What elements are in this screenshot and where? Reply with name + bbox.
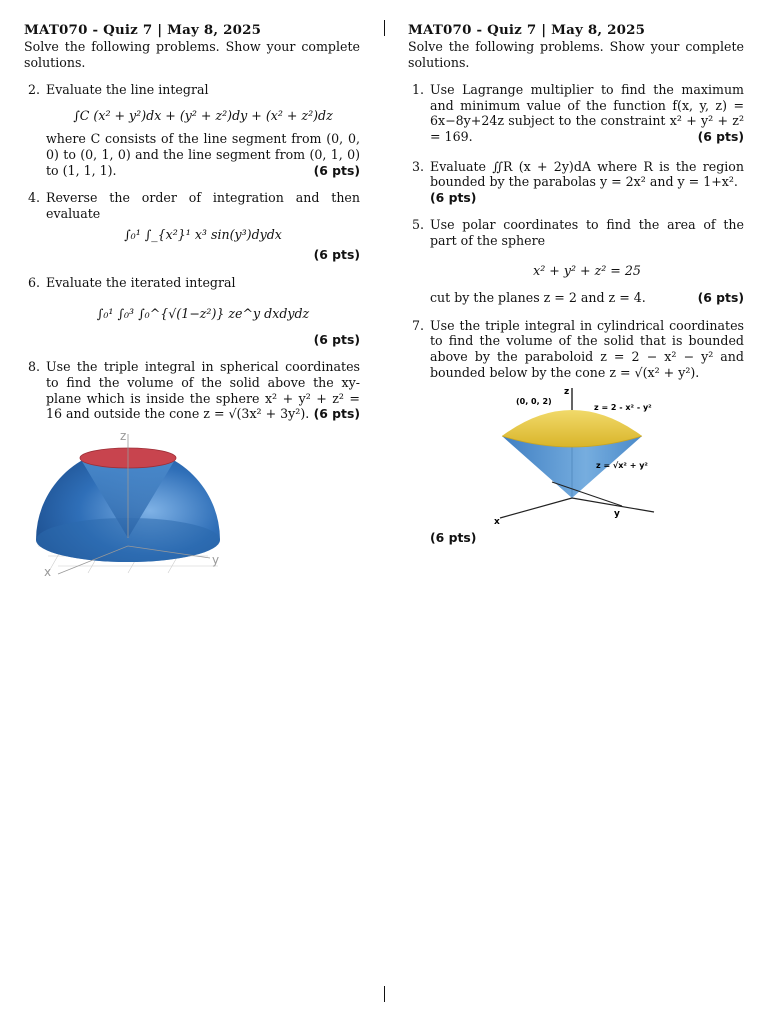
points-label: (6 pts)	[697, 290, 744, 306]
column-separator-top	[384, 20, 385, 36]
problem-4	[24, 190, 360, 262]
right-column	[408, 22, 744, 546]
paraboloid-label: z = 2 - x² - y²	[594, 403, 652, 413]
problem-7	[408, 318, 744, 380]
problem-number: 6.	[28, 274, 41, 290]
y-axis-label: y	[212, 552, 220, 567]
problem-3	[408, 159, 744, 206]
problem-number: 2.	[28, 82, 41, 98]
points-label: (6 pts)	[313, 246, 360, 262]
points-label: (6 pts)	[313, 406, 360, 422]
triple-integral-equation: ∫₀¹ ∫₀³ ∫₀^{√(1−z²)} ze^y dxdydz	[96, 306, 310, 322]
problem-lead: Evaluate the iterated integral	[46, 274, 236, 290]
z-axis-label: z	[564, 387, 570, 398]
problem-lead: Reverse the order of integration and then evaluate	[46, 190, 360, 221]
problem-number: 4.	[28, 190, 41, 206]
problem-number: 3.	[412, 158, 425, 174]
points-label: (6 pts)	[313, 331, 360, 347]
points-label: (6 pts)	[430, 530, 477, 546]
problem-8	[24, 359, 360, 421]
problem-6	[24, 275, 360, 348]
problem-text: Use the triple integral in cylindrical coordinates to find the volume of the solid that is bounded above by the paraboloid z = 2 − x² − y² and bounded below by the cone z = √(x² + y²).	[430, 317, 744, 380]
left-column	[24, 22, 360, 578]
quiz-title: MAT070 - Quiz 7 | May 8, 2025	[408, 22, 646, 38]
problem-text: Evaluate ∬R (x + 2y)dA where R is the region bounded by the parabolas y = 2x² and y = 1+x².	[430, 158, 744, 190]
points-label: (6 pts)	[313, 162, 360, 178]
problem-2	[24, 82, 360, 178]
quiz-instructions: Solve the following problems. Show your complete solutions.	[408, 39, 744, 70]
x-axis-label: x	[494, 517, 500, 527]
problem-text: cut by the planes z = 2 and z = 4. (6 pts)	[430, 290, 744, 306]
x-axis-label: x	[44, 564, 52, 578]
apex-point-label: (0, 0, 2)	[516, 397, 552, 407]
column-separator-bottom	[384, 986, 385, 1002]
problem-text: Use Lagrange multiplier to find the maximum and minimum value of the function f(x, y, z) = 6x−8y+24z subject to the constraint x² + y² + z² = 169. (6 pts)	[430, 82, 744, 144]
z-axis-label: z	[120, 428, 127, 443]
problem-number: 1.	[412, 82, 425, 98]
points-label: (6 pts)	[697, 128, 744, 144]
problem-lead: Evaluate the line integral	[46, 82, 209, 98]
cone-label: z = √x² + y²	[596, 461, 648, 471]
points-label: (6 pts)	[430, 189, 477, 205]
y-axis-label: y	[614, 509, 620, 520]
quiz-instructions: Solve the following problems. Show your complete solutions.	[24, 39, 360, 70]
problem-5	[408, 217, 744, 305]
paraboloid-cone-figure	[482, 386, 682, 526]
double-integral-equation: ∫₀¹ ∫_{x²}¹ x³ sin(y³)dydx	[124, 227, 282, 243]
problem-text: where C consists of the line segment from (0, 0, 0) to (0, 1, 0) and the line segment from (0, 1, 0) to (1, 1, 1). (6 pts)	[46, 131, 360, 178]
sphere-cone-figure	[28, 428, 228, 578]
problem-number: 7.	[412, 317, 425, 333]
problem-number: 5.	[412, 217, 425, 233]
sphere-equation: x² + y² + z² = 25	[533, 262, 641, 278]
quiz-title: MAT070 - Quiz 7 | May 8, 2025	[24, 22, 262, 38]
line-integral-equation: ∫C (x² + y²)dx + (y² + z²)dy + (x² + z²)dz	[73, 107, 333, 123]
problem-text: Use the triple integral in spherical coordinates to find the volume of the solid above the xy-plane which is inside the sphere x² + y² + z² = 16 and outside the cone z = √(3x² + 3y²). (6 pts)	[46, 359, 360, 422]
problem-number: 8.	[28, 359, 41, 375]
problem-lead: Use polar coordinates to find the area of the part of the sphere	[430, 217, 744, 248]
problem-1	[408, 82, 744, 144]
